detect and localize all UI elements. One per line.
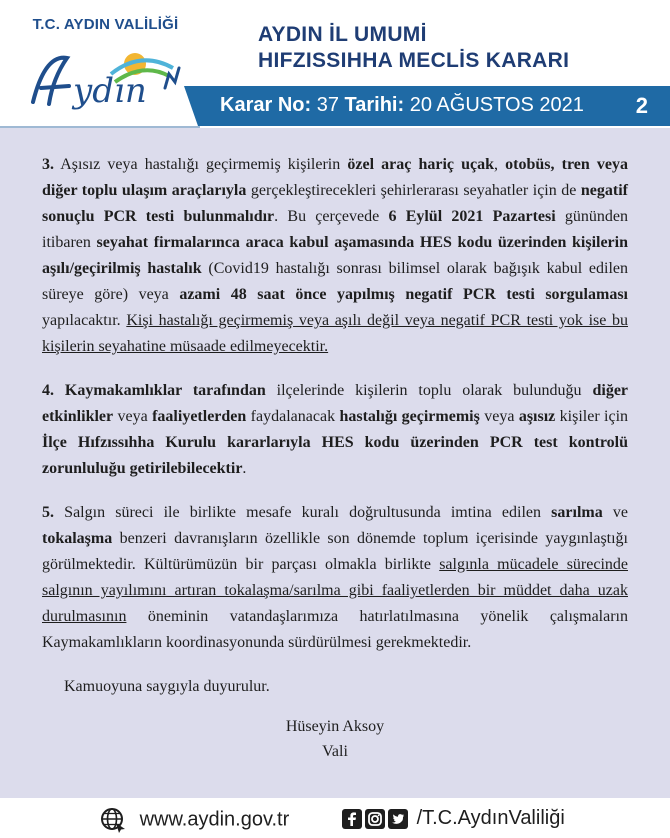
bold-run: aşısız <box>518 408 556 425</box>
bold-run: negatif sonuçlu PCR testi bulunmalıdır <box>42 182 629 225</box>
item-number: 3. <box>42 156 54 173</box>
social-links <box>342 807 565 830</box>
page-number: 2 <box>635 93 648 118</box>
title-line-1: AYDIN İL UMUMİ <box>258 23 427 46</box>
bold-run: seyahat firmalarınca araca kabul aşamasında HES kodu üzerinden kişilerin aşılı/geçirilmiş hastalık <box>42 234 629 277</box>
text-run: benzeri davranışların özellikle son dönemde toplum içerisinde yaygınlaştığı görülmektedir. Kültürümüzün bir parçası olmakla birlikte <box>42 530 628 573</box>
text-run: gününden itibaren <box>42 208 629 251</box>
logo-org-name: T.C. AYDIN VALİLİĞİ <box>32 16 179 33</box>
decision-date: 20 AĞUSTOS 2021 <box>409 94 584 116</box>
karar-label: Karar No: <box>220 94 312 116</box>
signatory-title: Vali <box>322 743 348 760</box>
text-run: faydalanacak <box>246 408 340 425</box>
signature-block <box>42 714 628 764</box>
paragraph-3 <box>42 152 628 360</box>
closing-statement: Kamuoyuna saygıyla duyurulur. <box>64 678 270 695</box>
text-run: , <box>494 156 506 173</box>
globe-icon <box>100 807 126 833</box>
bold-run: diğer etkinlikler <box>42 382 629 425</box>
text-run: (Covid19 hastalığı sonrası bilimsel olarak bağışık kabul edilen süreye göre) veya <box>42 260 629 303</box>
decision-info <box>220 94 584 117</box>
text-run: veya <box>479 408 519 425</box>
bold-run: hastalığı geçirmemiş <box>339 408 480 425</box>
text-run: . Bu çerçevede <box>274 208 389 225</box>
text-run: . <box>242 460 247 477</box>
item-number: 4. <box>42 382 54 399</box>
document-body <box>0 128 670 798</box>
text-run: Salgın süreci ile birlikte mesafe kuralı doğrultusunda imtina edilen <box>54 504 552 521</box>
bold-run: azami 48 saat önce yapılmış negatif PCR testi sorgulaması <box>179 286 629 303</box>
text-run: ve <box>602 504 628 521</box>
text-run: öneminin vatandaşlarımıza hatırlatılmasına yönelik çalışmaların Kaymakamlıkların koordinasyonunda sürdürülmesi gerekmektedir. <box>42 608 628 651</box>
text-run: veya <box>113 408 153 425</box>
text-run: kişiler için <box>555 408 629 425</box>
karar-number: 37 <box>316 94 339 116</box>
bold-run: tokalaşma <box>42 530 113 547</box>
bold-run: faaliyetlerden <box>152 408 247 425</box>
aydin-script-logo <box>23 38 188 116</box>
decision-text <box>42 152 628 764</box>
document-header <box>0 0 670 128</box>
website-url: www.aydin.gov.tr <box>139 808 290 831</box>
svg-text:ydın: ydın <box>73 71 147 111</box>
underlined-run: salgınla mücadele sürecinde salgının yayılımını artıran tokalaşma/sarılma gibi faaliyetlerden bir müddet daha uzak durulmasının <box>42 556 628 625</box>
bold-run: özel araç hariç uçak <box>347 156 495 173</box>
bold-run: 6 Eylül 2021 Pazartesi <box>388 208 556 225</box>
text-run: Aşısız veya hastalığı geçirmemiş kişilerin <box>54 156 348 173</box>
bold-run: Kaymakamlıklar tarafından <box>54 382 266 399</box>
item-number: 5. <box>42 504 54 521</box>
signatory-name: Hüseyin Aksoy <box>285 718 385 735</box>
decision-info-bar <box>198 86 670 126</box>
text-run: yapılacaktır. <box>42 312 127 329</box>
social-handle[interactable]: /T.C.AydınValiliği <box>416 807 565 829</box>
document-footer <box>0 798 670 838</box>
text-run: gerçekleştirecekleri şehirlerarası seyahatler için de <box>246 182 581 199</box>
facebook-icon[interactable] <box>342 809 362 829</box>
paragraph-4 <box>42 378 628 482</box>
governorship-logo <box>18 16 193 121</box>
tarih-label: Tarihi: <box>344 94 405 116</box>
underlined-run: Kişi hastalığı geçirmemiş veya aşılı değil veya negatif PCR testi yok ise bu kişilerin seyahatine müsaade edilmeyecektir. <box>42 312 629 355</box>
bold-run: İlçe Hıfzıssıhha Kurulu kararlarıyla HES kodu üzerinden PCR test kontrolü zorunluluğu getirilebilecektir <box>42 434 628 477</box>
title-line-2: HIFZISSIHHA MECLİS KARARI <box>258 49 570 72</box>
bold-run: sarılma <box>551 504 603 521</box>
twitter-icon[interactable] <box>388 809 408 829</box>
instagram-icon[interactable] <box>365 809 385 829</box>
document-title <box>258 22 569 74</box>
text-run: ilçelerinde kişilerin toplu olarak bulunduğu <box>265 382 593 399</box>
bold-run: otobüs, tren veya diğer toplu ulaşım araçlarıyla <box>42 156 628 199</box>
website-link[interactable] <box>100 807 289 833</box>
paragraph-5 <box>42 500 628 656</box>
